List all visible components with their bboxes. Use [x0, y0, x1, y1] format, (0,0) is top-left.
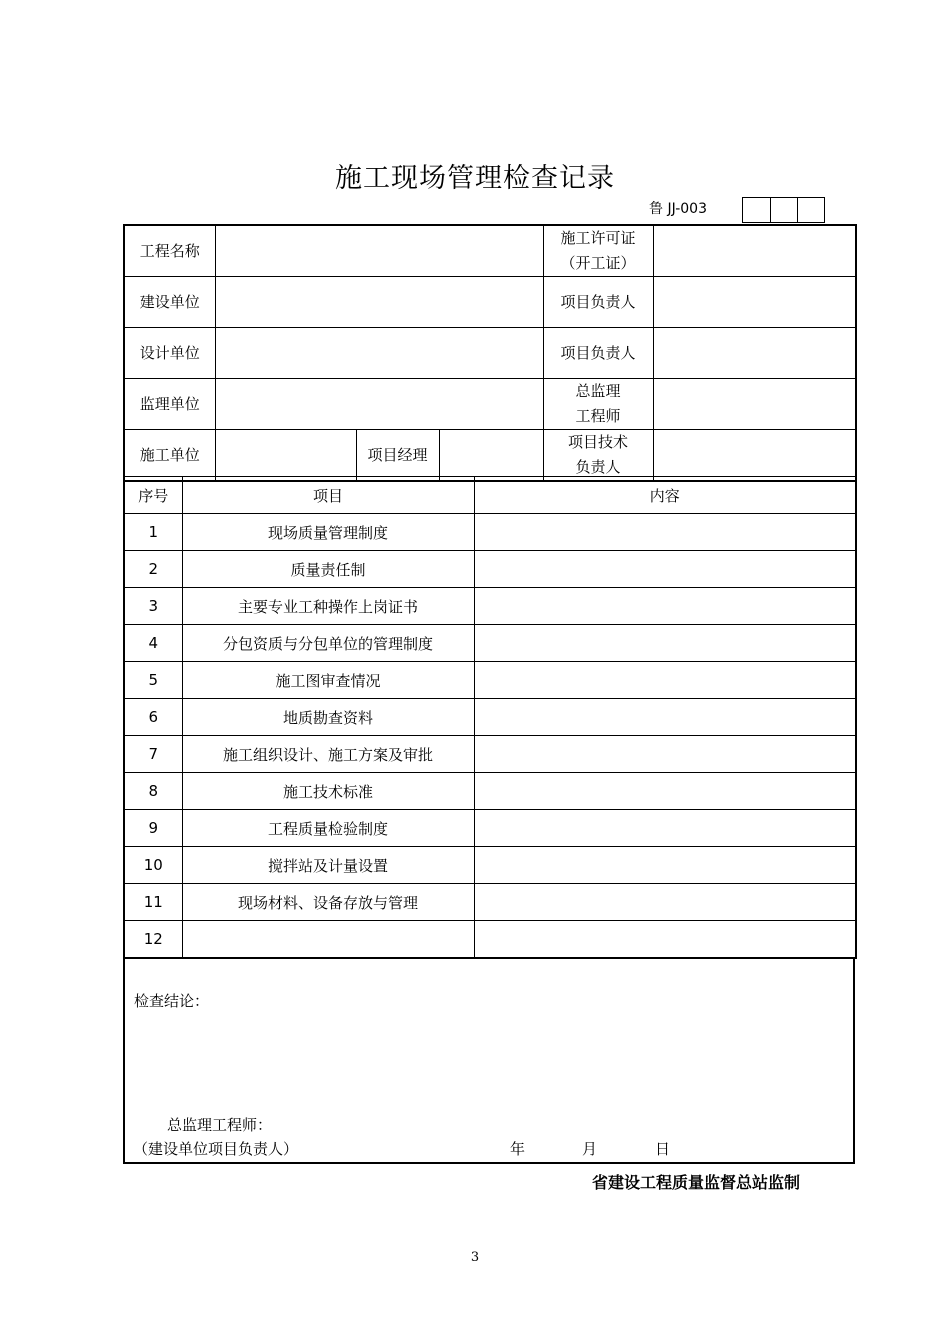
permit-value[interactable]	[653, 225, 856, 277]
permit-label-line2: （开工证）	[560, 254, 636, 272]
row-content[interactable]	[474, 699, 856, 736]
project-name-label: 工程名称	[124, 225, 215, 277]
code-box[interactable]	[743, 198, 770, 222]
code-box[interactable]	[797, 198, 824, 222]
chief-supervisor-signature-label: 总监理工程师：	[167, 1116, 273, 1134]
table-row	[124, 588, 856, 625]
col-content-header: 内容	[474, 477, 856, 514]
table-row	[124, 884, 856, 921]
page-title: 施工现场管理检查记录	[335, 163, 615, 194]
issuer-footer: 省建设工程质量监督总站监制	[592, 1173, 801, 1192]
table-row	[124, 847, 856, 884]
row-no: 5	[124, 662, 182, 699]
tech-leader-value[interactable]	[653, 430, 856, 482]
project-manager-label: 项目经理	[356, 430, 439, 482]
row-content[interactable]	[474, 847, 856, 884]
row-content[interactable]	[474, 810, 856, 847]
row-item: 搅拌站及计量设置	[182, 847, 474, 884]
supervision-unit-label: 监理单位	[124, 379, 215, 430]
col-item-header: 项目	[182, 477, 474, 514]
form-code: 鲁 JJ-003	[649, 201, 707, 217]
date-day-label: 日	[655, 1140, 671, 1158]
construction-unit-value[interactable]	[215, 430, 356, 482]
table-row	[124, 921, 856, 959]
construction-unit-label: 施工单位	[124, 430, 215, 482]
row-no: 11	[124, 884, 182, 921]
project-leader-label: 项目负责人	[543, 277, 653, 328]
owner-unit-label: 建设单位	[124, 277, 215, 328]
row-content[interactable]	[474, 921, 856, 959]
table-row	[124, 625, 856, 662]
row-content[interactable]	[474, 551, 856, 588]
row-no: 8	[124, 773, 182, 810]
owner-leader-signature-label: （建设单位项目负责人）	[133, 1140, 299, 1158]
table-row	[124, 736, 856, 773]
row-item: 工程质量检验制度	[182, 810, 474, 847]
table-row	[124, 662, 856, 699]
design-leader-label: 项目负责人	[543, 328, 653, 379]
row-no: 2	[124, 551, 182, 588]
design-leader-value[interactable]	[653, 328, 856, 379]
owner-unit-value[interactable]	[215, 277, 543, 328]
design-unit-value[interactable]	[215, 328, 543, 379]
row-item[interactable]	[182, 921, 474, 959]
page-number: 3	[470, 1250, 480, 1265]
table-row	[124, 810, 856, 847]
conclusion-box[interactable]	[123, 958, 855, 1164]
date-year-label: 年	[510, 1140, 526, 1158]
row-no: 4	[124, 625, 182, 662]
row-no: 7	[124, 736, 182, 773]
table-row	[124, 699, 856, 736]
row-item: 质量责任制	[182, 551, 474, 588]
chief-supervisor-label	[543, 379, 653, 430]
project-manager-value[interactable]	[439, 430, 543, 482]
chief-supervisor-value[interactable]	[653, 379, 856, 430]
project-name-value[interactable]	[215, 225, 543, 277]
row-content[interactable]	[474, 736, 856, 773]
table-row	[124, 514, 856, 551]
date-month-label: 月	[582, 1140, 598, 1158]
items-header-row	[124, 477, 856, 514]
chief-supervisor-line1: 总监理	[575, 382, 621, 400]
row-no: 10	[124, 847, 182, 884]
project-leader-value[interactable]	[653, 277, 856, 328]
tech-leader-line1: 项目技术	[568, 433, 629, 451]
row-item: 施工技术标准	[182, 773, 474, 810]
row-no: 3	[124, 588, 182, 625]
row-content[interactable]	[474, 773, 856, 810]
code-boxes	[742, 197, 825, 223]
row-no: 12	[124, 921, 182, 959]
design-unit-label: 设计单位	[124, 328, 215, 379]
code-box[interactable]	[770, 198, 797, 222]
row-content[interactable]	[474, 514, 856, 551]
row-content[interactable]	[474, 884, 856, 921]
tech-leader-label	[543, 430, 653, 482]
row-item: 现场材料、设备存放与管理	[182, 884, 474, 921]
row-item: 施工图审查情况	[182, 662, 474, 699]
tech-leader-line2: 负责人	[575, 458, 621, 476]
chief-supervisor-line2: 工程师	[575, 407, 621, 425]
col-no-header: 序号	[124, 477, 182, 514]
row-item: 施工组织设计、施工方案及审批	[182, 736, 474, 773]
row-no: 1	[124, 514, 182, 551]
table-row	[124, 773, 856, 810]
row-item: 现场质量管理制度	[182, 514, 474, 551]
permit-label	[543, 225, 653, 277]
row-item: 地质勘查资料	[182, 699, 474, 736]
row-no: 9	[124, 810, 182, 847]
table-row	[124, 551, 856, 588]
conclusion-label: 检查结论：	[134, 992, 210, 1010]
items-table	[123, 476, 857, 959]
row-item: 主要专业工种操作上岗证书	[182, 588, 474, 625]
row-content[interactable]	[474, 662, 856, 699]
row-content[interactable]	[474, 588, 856, 625]
header-table	[123, 224, 857, 482]
permit-label-line1: 施工许可证	[560, 229, 636, 247]
row-item: 分包资质与分包单位的管理制度	[182, 625, 474, 662]
row-content[interactable]	[474, 625, 856, 662]
row-no: 6	[124, 699, 182, 736]
supervision-unit-value[interactable]	[215, 379, 543, 430]
